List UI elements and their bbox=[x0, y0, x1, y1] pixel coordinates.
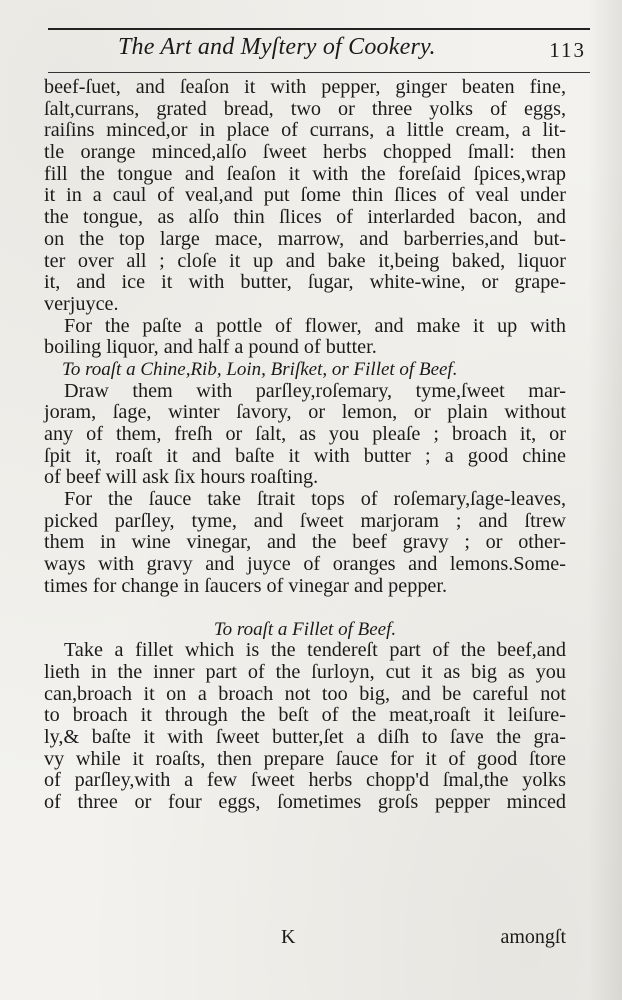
line-text: verjuyce. bbox=[44, 292, 119, 315]
text-line bbox=[44, 164, 566, 186]
line-text: to broach it through the beſt of the meat,roaſt it leiſure- bbox=[44, 704, 566, 727]
text-line bbox=[44, 792, 566, 814]
line-text: on the top large mace, marrow, and barberries,and but- bbox=[44, 227, 566, 250]
line-text: it in a caul of veal,and put ſome thin ſlices of veal under bbox=[44, 184, 566, 207]
text-line bbox=[44, 142, 566, 164]
line-text: joram, ſage, winter ſavory, or lemon, or plain without bbox=[44, 401, 566, 424]
line-text: of beef will ask ſix hours roaſting. bbox=[44, 466, 319, 489]
top-rule bbox=[48, 28, 590, 30]
recipe-heading bbox=[44, 359, 566, 381]
text-line bbox=[44, 337, 566, 359]
line-text: For the ſauce take ſtrait tops of roſemary,ſage-leaves, bbox=[64, 488, 566, 511]
text-line bbox=[44, 229, 566, 251]
page-header bbox=[48, 34, 590, 70]
page-number: 113 bbox=[549, 38, 586, 62]
text-line bbox=[44, 662, 566, 684]
line-text: boiling liquor, and half a pound of butter. bbox=[44, 336, 377, 359]
line-text: To roaſt a Chine,Rib, Loin, Briſket, or Fillet of Beef. bbox=[62, 358, 458, 380]
line-text: picked parſley, tyme, and ſweet marjoram ; and ſtrew bbox=[44, 509, 566, 532]
line-text: raiſins minced,or in place of currans, a little cream, a lit- bbox=[44, 119, 566, 142]
text-line bbox=[44, 576, 566, 598]
line-text: the tongue, as alſo thin ſlices of interlarded bacon, and bbox=[44, 206, 566, 229]
catchword: amongſt bbox=[500, 926, 566, 948]
line-text: tle orange minced,alſo ſweet herbs chopped ſmall: then bbox=[44, 141, 566, 164]
line-text: ways with gravy and juyce of oranges and lemons.Some- bbox=[44, 553, 566, 576]
signature-mark: K bbox=[281, 926, 296, 948]
text-line bbox=[44, 99, 566, 121]
recipe-heading bbox=[44, 619, 566, 641]
page-edge-shadow bbox=[588, 0, 622, 1000]
text-line bbox=[44, 316, 566, 338]
line-text: of three or four eggs, ſometimes groſs pepper minced bbox=[44, 791, 566, 813]
line-text: fill the tongue and ſeaſon it with the foreſaid ſpices,wrap bbox=[44, 162, 566, 185]
text-line bbox=[44, 749, 566, 771]
text-line bbox=[44, 489, 566, 511]
line-text: any of them, freſh or ſalt, as you pleaſe ; broach it, or bbox=[44, 423, 566, 445]
text-line bbox=[44, 770, 566, 792]
line-text: of parſley,with a few ſweet herbs chopp'd ſmal,the yolks bbox=[44, 769, 566, 792]
text-line bbox=[44, 727, 566, 749]
text-line bbox=[44, 554, 566, 576]
text-line bbox=[44, 185, 566, 207]
text-line bbox=[44, 381, 566, 403]
line-text: it, and ice it with butter, ſugar, white-wine, or grape- bbox=[44, 271, 566, 294]
text-line bbox=[44, 424, 566, 446]
text-line bbox=[44, 272, 566, 294]
page-footer bbox=[44, 926, 566, 950]
text-line bbox=[44, 640, 566, 662]
header-rule bbox=[48, 72, 590, 73]
line-text: ſalt,currans, grated bread, two or three yolks of eggs, bbox=[44, 97, 566, 120]
text-line bbox=[44, 511, 566, 533]
line-text: lieth in the inner part of the ſurloyn, cut it as big as you bbox=[44, 660, 566, 683]
text-line bbox=[44, 77, 566, 99]
text-line bbox=[44, 402, 566, 424]
text-line bbox=[44, 251, 566, 273]
text-line bbox=[44, 446, 566, 468]
text-line bbox=[44, 294, 566, 316]
line-text: To roaſt a Fillet of Beef. bbox=[213, 618, 397, 640]
text-line bbox=[44, 467, 566, 489]
line-text: ſpit it, roaſt it and baſte it with butter ; a good chine bbox=[44, 444, 566, 467]
line-text: ly,& baſte it with ſweet butter,ſet a diſh to ſave the gra- bbox=[44, 725, 566, 748]
line-text: vy while it roaſts, then prepare ſauce for it of good ſtore bbox=[44, 747, 566, 770]
line-text: For the paſte a pottle of flower, and make it up with bbox=[64, 314, 566, 337]
line-text: them in wine vinegar, and the beef gravy ; or other- bbox=[44, 531, 566, 554]
text-line bbox=[44, 705, 566, 727]
line-text: ter over all ; cloſe it up and bake it,being baked, liquor bbox=[44, 249, 566, 272]
line-text: Draw them with parſley,roſemary, tyme,ſweet mar- bbox=[64, 379, 566, 402]
text-line bbox=[44, 207, 566, 229]
blank-line bbox=[44, 598, 566, 619]
text-line bbox=[44, 532, 566, 554]
line-text: times for change in ſaucers of vinegar and pepper. bbox=[44, 574, 448, 597]
text-line bbox=[44, 684, 566, 706]
running-title: The Art and Myſtery of Cookery. bbox=[118, 34, 436, 60]
text-line bbox=[44, 120, 566, 142]
line-text: can,broach it on a broach not too big, and be careful not bbox=[44, 682, 566, 705]
body-text bbox=[44, 77, 566, 814]
line-text: Take a fillet which is the tendereſt part of the beef,and bbox=[64, 639, 566, 662]
line-text: beef-ſuet, and ſeaſon it with pepper, ginger beaten fine, bbox=[44, 76, 566, 98]
